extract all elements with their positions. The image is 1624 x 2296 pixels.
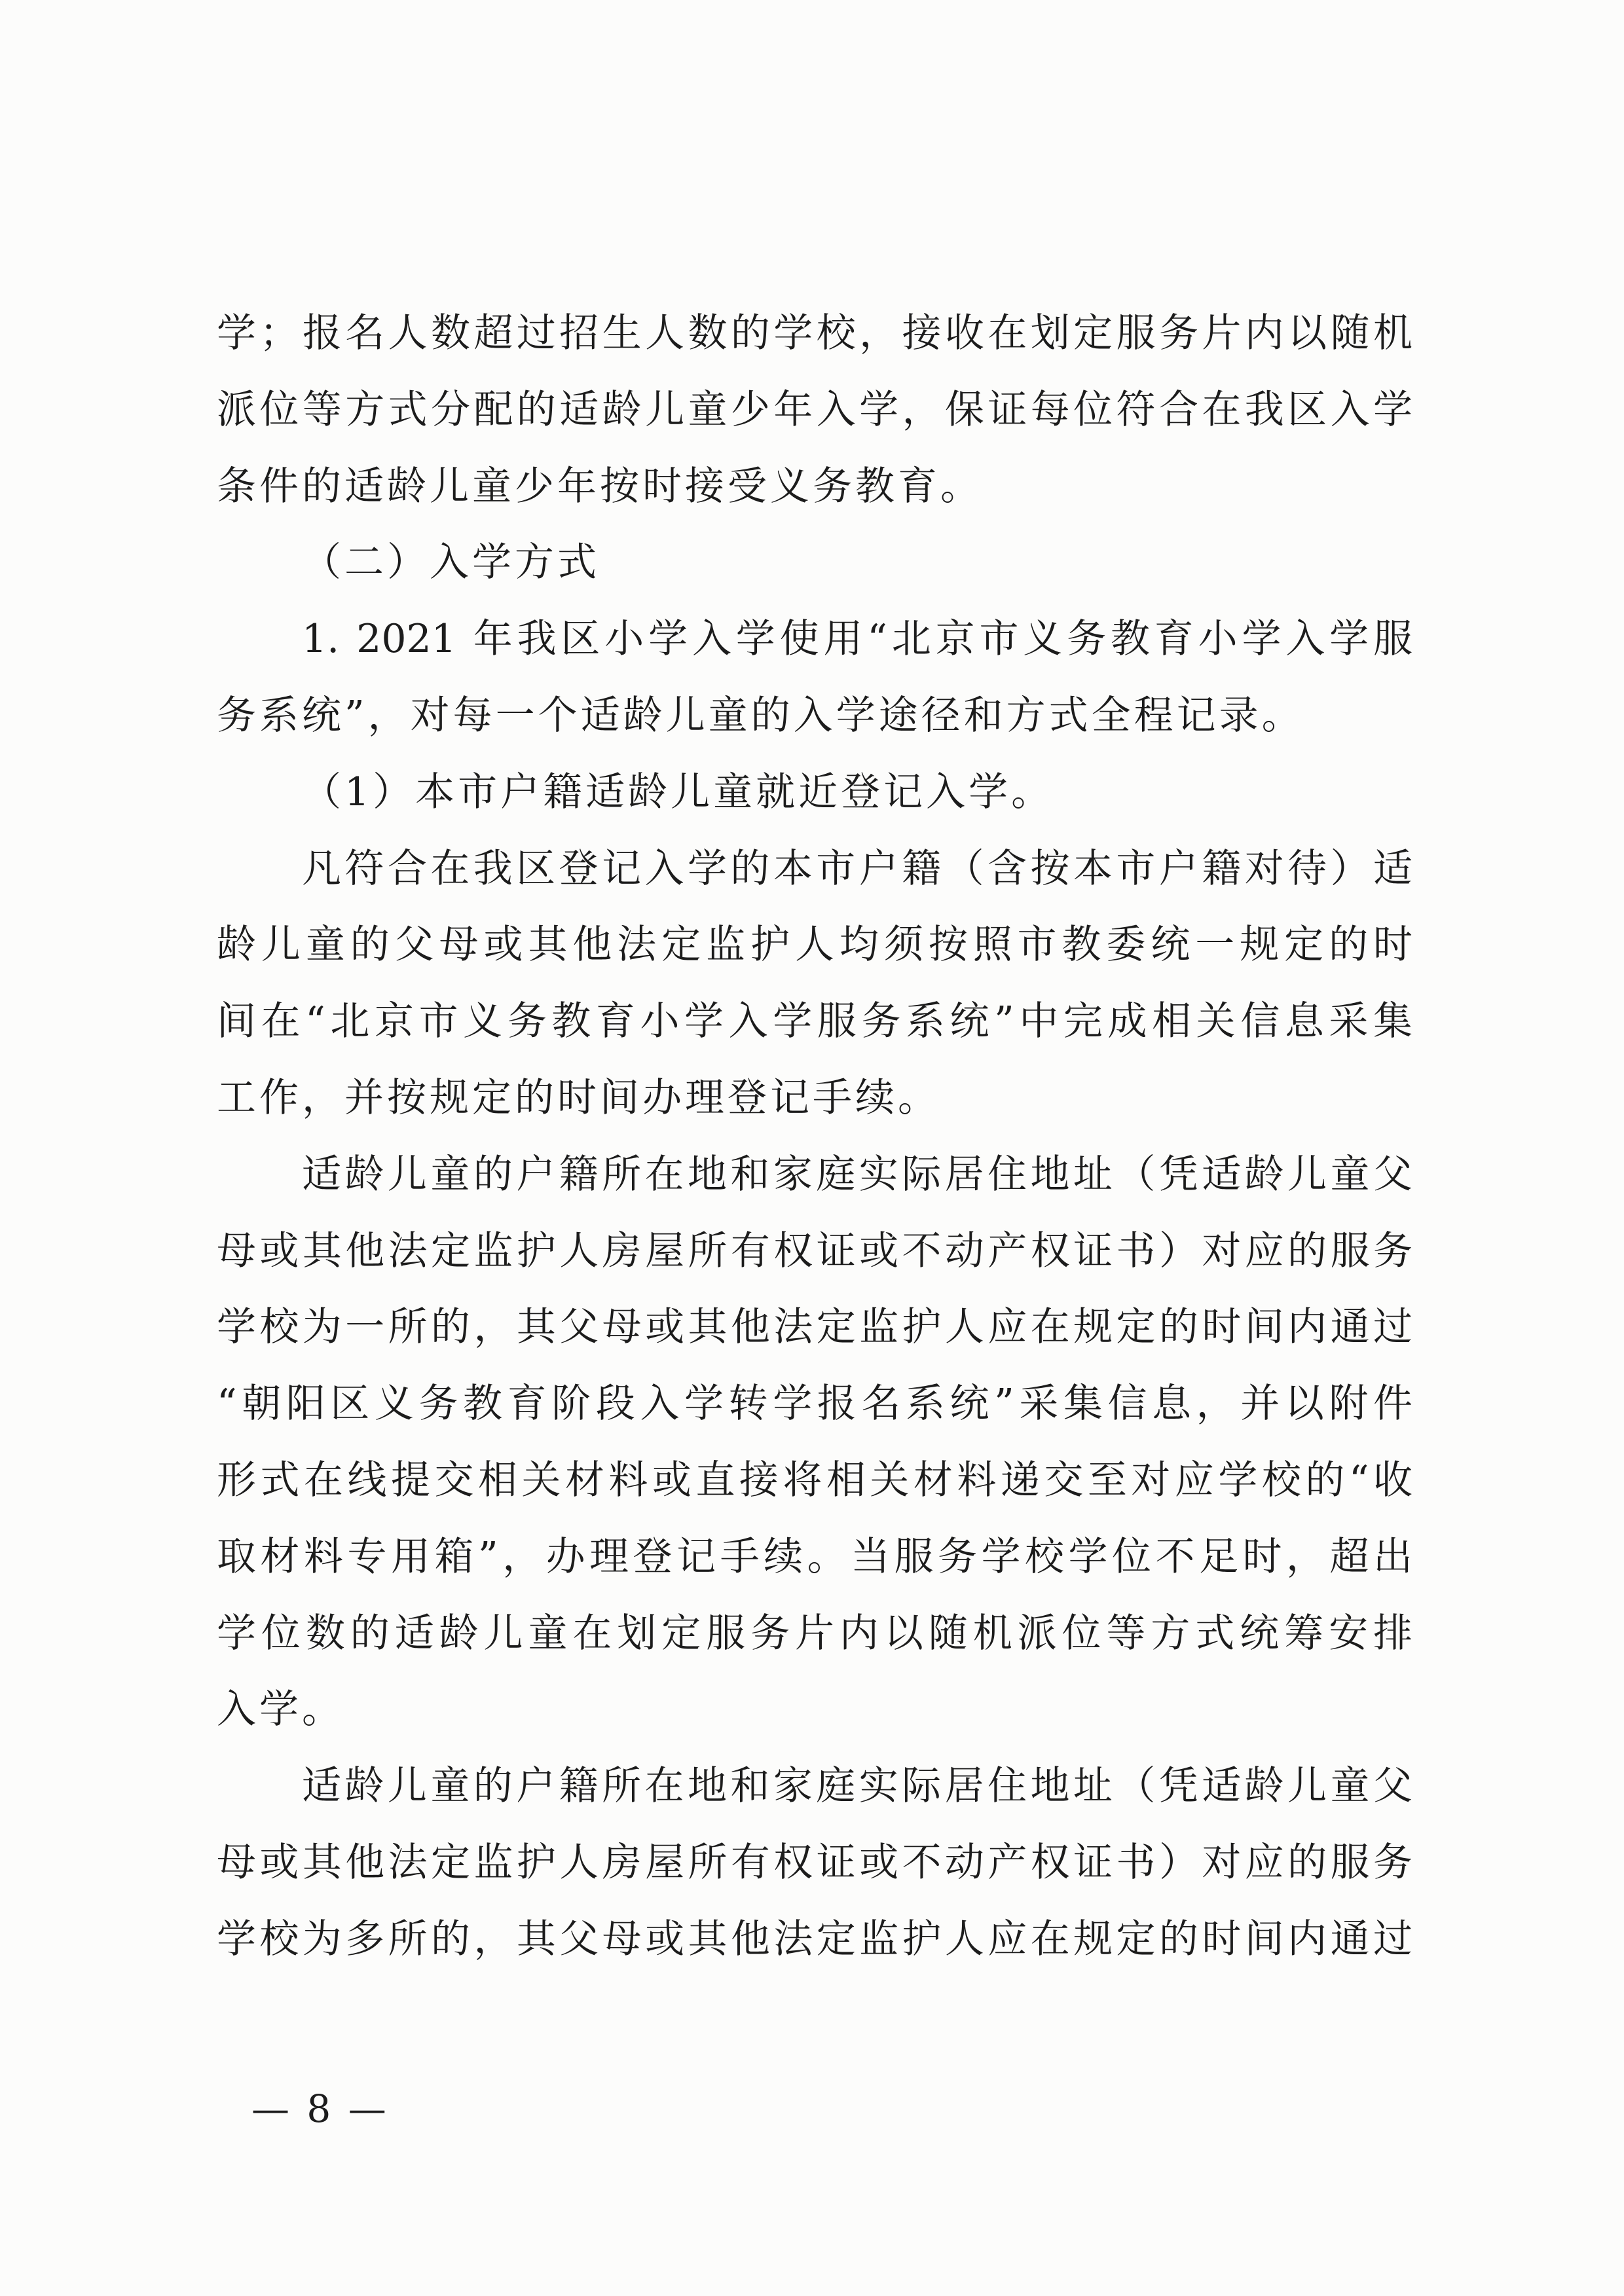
heading-line: （二）入学方式 <box>302 539 600 586</box>
text-line: “朝阳区义务教育阶段入学转学报名系统”采集信息，并以附件 <box>217 1381 1412 1427</box>
text-line: 凡符合在我区登记入学的本市户籍（含按本市户籍对待）适 <box>302 845 1412 892</box>
text-line: 派位等方式分配的适龄儿童少年入学，保证每位符合在我区入学 <box>217 386 1412 433</box>
sub-heading <box>217 754 1412 831</box>
paragraph <box>217 831 1412 1137</box>
text-line: 学校为一所的，其父母或其他法定监护人应在规定的时间内通过 <box>217 1304 1412 1351</box>
text-line: 入学。 <box>217 1686 344 1733</box>
text-line: 适龄儿童的户籍所在地和家庭实际居住地址（凭适龄儿童父 <box>302 1151 1412 1197</box>
paragraph <box>217 601 1412 754</box>
paragraph <box>217 1748 1412 1977</box>
text-line: 适龄儿童的户籍所在地和家庭实际居住地址（凭适龄儿童父 <box>302 1763 1412 1810</box>
text-line: 间在“北京市义务教育小学入学服务系统”中完成相关信息采集 <box>217 998 1412 1045</box>
text-line: 形式在线提交相关材料或直接将相关材料递交至对应学校的“收 <box>217 1457 1412 1503</box>
text-line: 1. 2021 年我区小学入学使用“北京市义务教育小学入学服 <box>302 616 1412 663</box>
paragraph <box>217 1137 1412 1748</box>
text-line: 学校为多所的，其父母或其他法定监护人应在规定的时间内通过 <box>217 1916 1412 1962</box>
paragraph-continued <box>217 295 1412 524</box>
text-line: 母或其他法定监护人房屋所有权证或不动产权证书）对应的服务 <box>217 1228 1412 1274</box>
text-line: 龄儿童的父母或其他法定监护人均须按照市教委统一规定的时 <box>217 922 1412 968</box>
text-line: 母或其他法定监护人房屋所有权证或不动产权证书）对应的服务 <box>217 1839 1412 1886</box>
text-line: 学；报名人数超过招生人数的学校，接收在划定服务片内以随机 <box>217 310 1412 356</box>
text-line: 工作，并按规定的时间办理登记手续。 <box>217 1074 940 1121</box>
document-body <box>217 295 1412 1978</box>
text-line: 学位数的适龄儿童在划定服务片内以随机派位等方式统筹安排 <box>217 1610 1412 1656</box>
page-number: — 8 — <box>251 2086 389 2131</box>
text-line: 条件的适龄儿童少年按时接受义务教育。 <box>217 463 983 509</box>
text-line: 取材料专用箱”，办理登记手续。当服务学校学位不足时，超出 <box>217 1533 1412 1580</box>
text-line: 务系统”，对每一个适龄儿童的入学途径和方式全程记录。 <box>217 692 1304 738</box>
heading-line: （1）本市户籍适龄儿童就近登记入学。 <box>302 769 1054 815</box>
section-heading <box>217 524 1412 601</box>
